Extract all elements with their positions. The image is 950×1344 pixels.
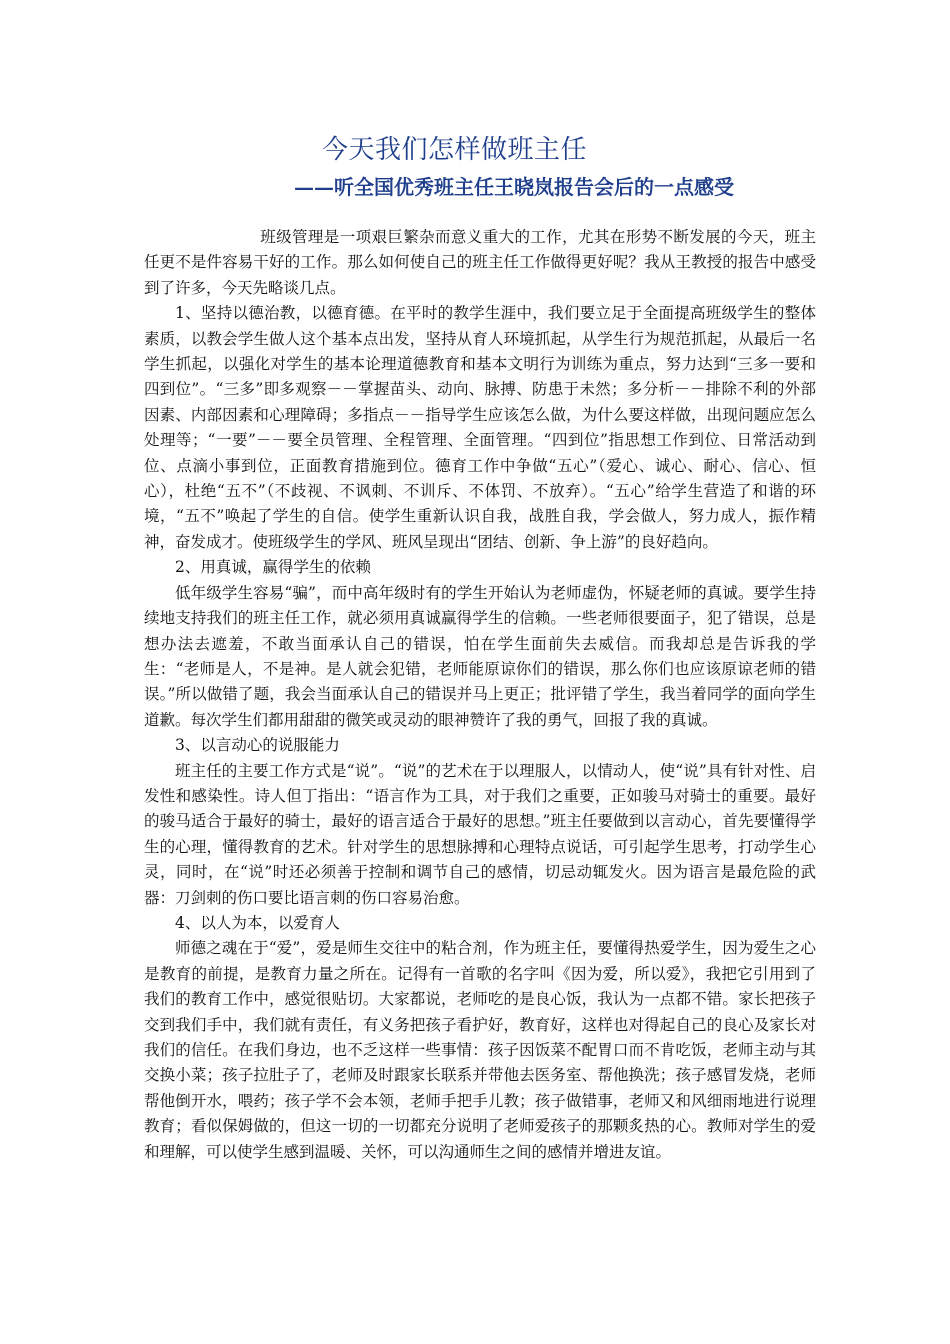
body-paragraph: 1、坚持以德治教，以德育德。在平时的教学生涯中，我们要立足于全面提高班级学生的整体素质，以教会学生做人这个基本点出发，坚持从育人环境抓起，从学生行为规范抓起，从最后一名学生抓起，以强化对学生的基本论理道德教育和基本文明行为训练为重点，努力达到“三多一要和四到位”。“三多”即多观察－－掌握苗头、动向、脉搏、防患于未然；多分析－－排除不利的外部因素、内部因素和心理障碍；多指点－－指导学生应该怎么做，为什么要这样做，出现问题应怎么处理等；“一要”－－要全员管理、全程管理、全面管理。“四到位”指思想工作到位、日常活动到位、点滴小事到位，正面教育措施到位。德育工作中争做“五心”（爱心、诚心、耐心、信心、恒心），杜绝“五不”（不歧视、不讽刺、不训斥、不体罚、不放弃）。“五心”给学生营造了和谐的环境，“五不”唤起了学生的自信。使学生重新认识自我，战胜自我，学会做人，努力成人，振作精神，奋发成才。使班级学生的学风、班风呈现出“团结、创新、争上游”的良好趋向。 [144,304,816,551]
section-heading: 2、用真诚，赢得学生的依赖 [175,558,371,577]
section-heading: 4、以人为本，以爱育人 [175,913,340,932]
document-body [144,225,816,1165]
intro-paragraph: 班级管理是一项艰巨繁杂而意义重大的工作，尤其在形势不断发展的今天，班主任更不是件容易干好的工作。那么如何使自己的班主任工作做得更好呢？我从王教授的报告中感受到了许多，今天先略谈几点。 [144,228,816,297]
body-paragraph: 班主任的主要工作方式是“说”。“说”的艺术在于以理服人，以情动人，使“说”具有针对性、启发性和感染性。诗人但丁指出：“语言作为工具，对于我们之重要，正如骏马对骑士的重要。最好的骏马适合于最好的骑士，最好的语言适合于最好的思想。”班主任要做到以言动心，首先要懂得学生的心理，懂得教育的艺术。针对学生的思想脉搏和心理特点说话，可引起学生思考，打动学生心灵，同时，在“说”时还必须善于控制和调节自己的感情，切忌动辄发火。因为语言是最危险的武器：刀剑刺的伤口要比语言刺的伤口容易治愈。 [144,761,816,907]
section-heading: 3、以言动心的说服能力 [175,736,340,755]
body-paragraph: 低年级学生容易“骗”，而中高年级时有的学生开始认为老师虚伪，怀疑老师的真诚。要学生持续地支持我们的班主任工作，就必须用真诚赢得学生的信赖。一些老师很要面子，犯了错误，总是想办法去遮羞，不敢当面承认自己的错误，怕在学生面前失去威信。而我却总是告诉我的学生：“老师是人，不是神。是人就会犯错，老师能原谅你们的错误，那么你们也应该原谅老师的错误。”所以做错了题，我会当面承认自己的错误并马上更正；批评错了学生，我当着同学的面向学生道歉。每次学生们都用甜甜的微笑或灵动的眼神赞许了我的勇气，回报了我的真诚。 [144,583,816,729]
page-title: 今天我们怎样做班主任 [322,135,588,165]
body-paragraph: 师德之魂在于“爱”，爱是师生交往中的粘合剂，作为班主任，要懂得热爱学生，因为爱生之心是教育的前提，是教育力量之所在。记得有一首歌的名字叫《因为爱，所以爱》，我把它引用到了我们的教育工作中，感觉很贴切。大家都说，老师吃的是良心饭，我认为一点都不错。家长把孩子交到我们手中，我们就有责任，有义务把孩子看护好，教育好，这样也对得起自己的良心及家长对我们的信任。在我们身边，也不乏这样一些事情：孩子因饭菜不配胃口而不肯吃饭，老师主动与其交换小菜；孩子拉肚子了，老师及时跟家长联系并带他去医务室、帮他换洗；孩子感冒发烧，老师帮他倒开水，喂药；孩子学不会本领，老师手把手儿教；孩子做错事，老师又和风细雨地进行说理教育；看似保姆做的，但这一切的一切都充分说明了老师爱孩子的那颗炙热的心。教师对学生的爱和理解，可以使学生感到温暖、关怀，可以沟通师生之间的感情并增进友谊。 [144,939,816,1161]
page-subtitle: ——听全国优秀班主任王晓岚报告会后的一点感受 [294,175,734,199]
